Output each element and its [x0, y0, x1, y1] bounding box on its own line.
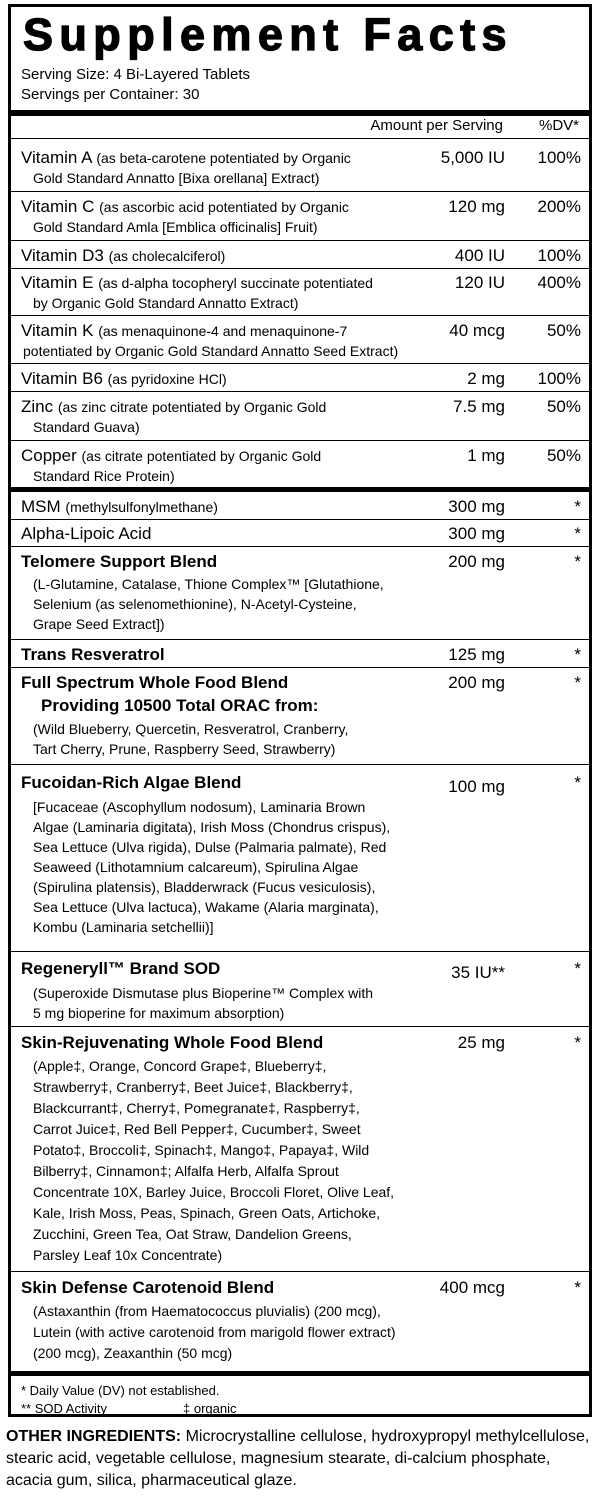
nutrient-dv: * — [574, 1278, 581, 1297]
nutrient-amount: 300 mg — [448, 497, 505, 516]
panel-title: Supplement Facts — [23, 9, 513, 60]
nutrient-dv: * — [574, 773, 581, 792]
nutrient-title: Vitamin D3 — [21, 246, 104, 265]
nutrient-name — [21, 273, 441, 293]
other-ingredients-text: Microcrystalline cellulose, hydroxypropyl methylcellulose, stearic acid, vegetable cellulose, magnesium stearate, di-calcium phosphate, acacia gum, silica, pharmaceutical glaze. — [6, 1428, 590, 1489]
nutrient-source-line: Tart Cherry, Prune, Raspberry Seed, Strawberry) — [33, 741, 336, 757]
nutrient-dv: 100% — [537, 369, 581, 388]
nutrient-name — [21, 246, 441, 266]
nutrient-amount: 1 mg — [467, 446, 505, 465]
nutrient-source: (methylsulfonylmethane) — [65, 499, 218, 515]
orac-subtitle: Providing 10500 Total ORAC from: — [41, 696, 319, 715]
nutrient-source-line: (Astaxanthin (from Haematococcus pluvialis) (200 mcg), — [33, 1303, 381, 1319]
header-rule — [11, 138, 589, 139]
nutrient-name: Fucoidan-Rich Algae Blend — [21, 773, 242, 792]
nutrient-source-line: Parsley Leaf 10x Concentrate) — [33, 1247, 223, 1263]
nutrient-source-line: Seaweed (Lithotamnium calcareum), Spirulina Algae — [33, 859, 359, 875]
nutrient-source-line: (Spirulina platensis), Bladderwrack (Fucus vesiculosis), — [33, 879, 376, 895]
nutrient-amount: 200 mg — [448, 552, 505, 571]
row-rule — [11, 667, 589, 668]
nutrient-name — [21, 369, 441, 389]
nutrient-source: (as d-alpha tocopheryl succinate potentiated — [98, 275, 373, 291]
nutrient-dv: 200% — [537, 197, 581, 216]
nutrient-title: Vitamin A — [21, 148, 92, 167]
nutrient-dv: * — [574, 645, 581, 664]
nutrient-source-line: Standard Rice Protein) — [33, 468, 175, 484]
nutrient-name — [21, 321, 441, 341]
nutrient-name: Skin-Rejuvenating Whole Food Blend — [21, 1033, 324, 1052]
footnote-sod: ** SOD Activity — [21, 1401, 107, 1416]
nutrient-source: (as pyridoxine HCl) — [107, 371, 227, 387]
nutrient-dv: 400% — [537, 273, 581, 292]
row-rule — [11, 268, 589, 269]
nutrient-source-line: (200 mcg), Zeaxanthin (50 mcg) — [33, 1345, 233, 1361]
nutrient-dv: * — [574, 552, 581, 571]
nutrient-name: Full Spectrum Whole Food Blend — [21, 673, 289, 692]
row-rule — [11, 315, 589, 316]
nutrient-source-line: Gold Standard Annatto [Bixa orellana] Extract) — [33, 170, 320, 186]
nutrient-name: Skin Defense Carotenoid Blend — [21, 1278, 275, 1297]
serving-size: Serving Size: 4 Bi-Layered Tablets — [21, 66, 251, 83]
nutrient-amount: 25 mg — [457, 1033, 505, 1052]
row-rule — [11, 639, 589, 640]
nutrient-name: Telomere Support Blend — [21, 552, 218, 571]
row-rule — [11, 1026, 589, 1027]
thick-divider — [11, 110, 589, 116]
nutrient-name — [21, 197, 441, 217]
nutrient-amount: 35 IU** — [451, 963, 505, 982]
nutrient-source-line: Standard Guava) — [33, 419, 140, 435]
nutrient-source-line: Bilberry‡, Cinnamon‡; Alfalfa Herb, Alfalfa Sprout — [33, 1163, 339, 1179]
nutrient-source-line: Sea Lettuce (Ulva rigida), Dulse (Palmaria palmate), Red — [33, 839, 387, 855]
row-rule — [11, 440, 589, 441]
nutrient-source: (as beta-carotene potentiated by Organic — [96, 150, 351, 166]
nutrient-amount: 40 mcg — [449, 321, 505, 340]
nutrient-dv: * — [574, 1033, 581, 1052]
nutrient-source-line: by Organic Gold Standard Annatto Extract) — [33, 295, 299, 311]
nutrient-source-line: Strawberry‡, Cranberry‡, Beet Juice‡, Blackberry‡, — [33, 1079, 353, 1095]
nutrient-name: Regeneryll™ Brand SOD — [21, 959, 221, 978]
nutrient-name — [21, 524, 441, 544]
nutrient-source: (as cholecalciferol) — [108, 248, 226, 264]
nutrient-amount: 100 mg — [448, 777, 505, 796]
nutrient-title: Alpha-Lipoic Acid — [21, 524, 152, 543]
nutrient-name: Trans Resveratrol — [21, 645, 165, 664]
nutrient-title: MSM — [21, 497, 61, 516]
footnote-organic: ‡ organic — [183, 1401, 237, 1416]
nutrient-source-line: Selenium (as selenomethionine), N-Acetyl-Cysteine, — [33, 596, 357, 612]
nutrient-source-line: Potato‡, Broccoli‡, Spinach‡, Mango‡, Papaya‡, Wild — [33, 1142, 370, 1158]
nutrient-amount: 125 mg — [448, 645, 505, 664]
nutrient-amount: 120 mg — [448, 197, 505, 216]
nutrient-source: (as zinc citrate potentiated by Organic Gold — [57, 399, 327, 415]
row-rule — [11, 191, 589, 192]
nutrient-amount: 400 mcg — [439, 1278, 505, 1297]
nutrient-dv: 100% — [537, 148, 581, 167]
nutrient-source-line: (L-Glutamine, Catalase, Thione Complex™ [Glutathione, — [33, 576, 384, 592]
nutrient-source: (as citrate potentiated by Organic Gold — [81, 448, 322, 464]
nutrient-source-line: Gold Standard Amla [Emblica officinalis] Fruit) — [33, 219, 318, 235]
nutrient-source-line: (Apple‡, Orange, Concord Grape‡, Blueberry‡, — [33, 1058, 327, 1074]
nutrient-title: Vitamin K — [21, 321, 94, 340]
footnote-dv: * Daily Value (DV) not established. — [21, 1383, 220, 1398]
nutrient-dv: 50% — [546, 397, 581, 416]
thick-divider — [11, 1371, 589, 1376]
row-rule — [11, 363, 589, 364]
row-rule — [11, 391, 589, 392]
nutrient-source-line: Zucchini, Green Tea, Oat Straw, Dandelion Greens, — [33, 1226, 352, 1242]
row-rule — [11, 519, 589, 520]
row-rule — [11, 240, 589, 241]
servings-per-container: Servings per Container: 30 — [21, 86, 200, 103]
nutrient-dv: * — [574, 673, 581, 692]
nutrient-source-line: potentiated by Organic Gold Standard Annatto Seed Extract) — [23, 343, 399, 359]
row-rule — [11, 764, 589, 765]
nutrient-amount: 5,000 IU — [440, 148, 505, 167]
nutrient-title: Copper — [21, 446, 77, 465]
nutrient-amount: 120 IU — [454, 273, 505, 292]
nutrient-source-line: [Fucaceae (Ascophyllum nodosum), Laminaria Brown — [33, 799, 366, 815]
nutrient-source-line: Sea Lettuce (Ulva lactuca), Wakame (Alaria marginata), — [33, 899, 379, 915]
nutrient-title: Vitamin C — [21, 197, 95, 216]
other-ingredients — [6, 1426, 594, 1492]
nutrient-source-line: Grape Seed Extract]) — [33, 616, 165, 632]
row-rule — [11, 1271, 589, 1272]
nutrient-dv: * — [574, 524, 581, 543]
nutrient-source-line: (Superoxide Dismutase plus Bioperine™ Complex with — [33, 985, 374, 1001]
nutrient-dv: 50% — [546, 446, 581, 465]
nutrient-dv: 50% — [546, 321, 581, 340]
row-rule — [11, 546, 589, 547]
nutrient-dv: * — [574, 497, 581, 516]
nutrient-amount: 7.5 mg — [453, 397, 505, 416]
nutrient-title: Vitamin E — [21, 273, 94, 292]
nutrient-name — [21, 148, 441, 168]
nutrient-title: Vitamin B6 — [21, 369, 103, 388]
nutrient-amount: 2 mg — [467, 369, 505, 388]
nutrient-amount: 200 mg — [448, 673, 505, 692]
supplement-facts-panel — [8, 4, 592, 1417]
nutrient-source: (as menaquinone-4 and menaquinone-7 — [98, 323, 348, 339]
nutrient-name — [21, 497, 441, 517]
nutrient-name — [21, 397, 441, 417]
daily-value-header: %DV* — [538, 117, 579, 134]
amount-per-serving-header: Amount per Serving — [370, 117, 503, 134]
thick-divider — [11, 487, 589, 492]
nutrient-source-line: Kale, Irish Moss, Peas, Spinach, Green Oats, Artichoke, — [33, 1205, 381, 1221]
nutrient-title: Zinc — [21, 397, 54, 416]
nutrient-source-line: Kombu (Laminaria setchellii)] — [33, 919, 214, 935]
nutrient-source-line: Concentrate 10X, Barley Juice, Broccoli Floret, Olive Leaf, — [33, 1184, 395, 1200]
nutrient-source-line: 5 mg bioperine for maximum absorption) — [33, 1005, 285, 1021]
nutrient-amount: 400 IU — [454, 246, 505, 265]
nutrient-name — [21, 446, 441, 466]
nutrient-source-line: Blackcurrant‡, Cherry‡, Pomegranate‡, Raspberry‡, — [33, 1100, 360, 1116]
nutrient-amount: 300 mg — [448, 524, 505, 543]
nutrient-source: (as ascorbic acid potentiated by Organic — [99, 199, 349, 215]
row-rule — [11, 951, 589, 952]
nutrient-source-line: Carrot Juice‡, Red Bell Pepper‡, Cucumber‡, Sweet — [33, 1121, 361, 1137]
other-ingredients-label: OTHER INGREDIENTS: — [6, 1428, 182, 1445]
nutrient-dv: * — [574, 959, 581, 978]
nutrient-source-line: Lutein (with active carotenoid from marigold flower extract) — [33, 1324, 396, 1340]
nutrient-source-line: Algae (Laminaria digitata), Irish Moss (Chondrus crispus), — [33, 819, 391, 835]
nutrient-source-line: (Wild Blueberry, Quercetin, Resveratrol, Cranberry, — [33, 721, 349, 737]
nutrient-dv: 100% — [537, 246, 581, 265]
